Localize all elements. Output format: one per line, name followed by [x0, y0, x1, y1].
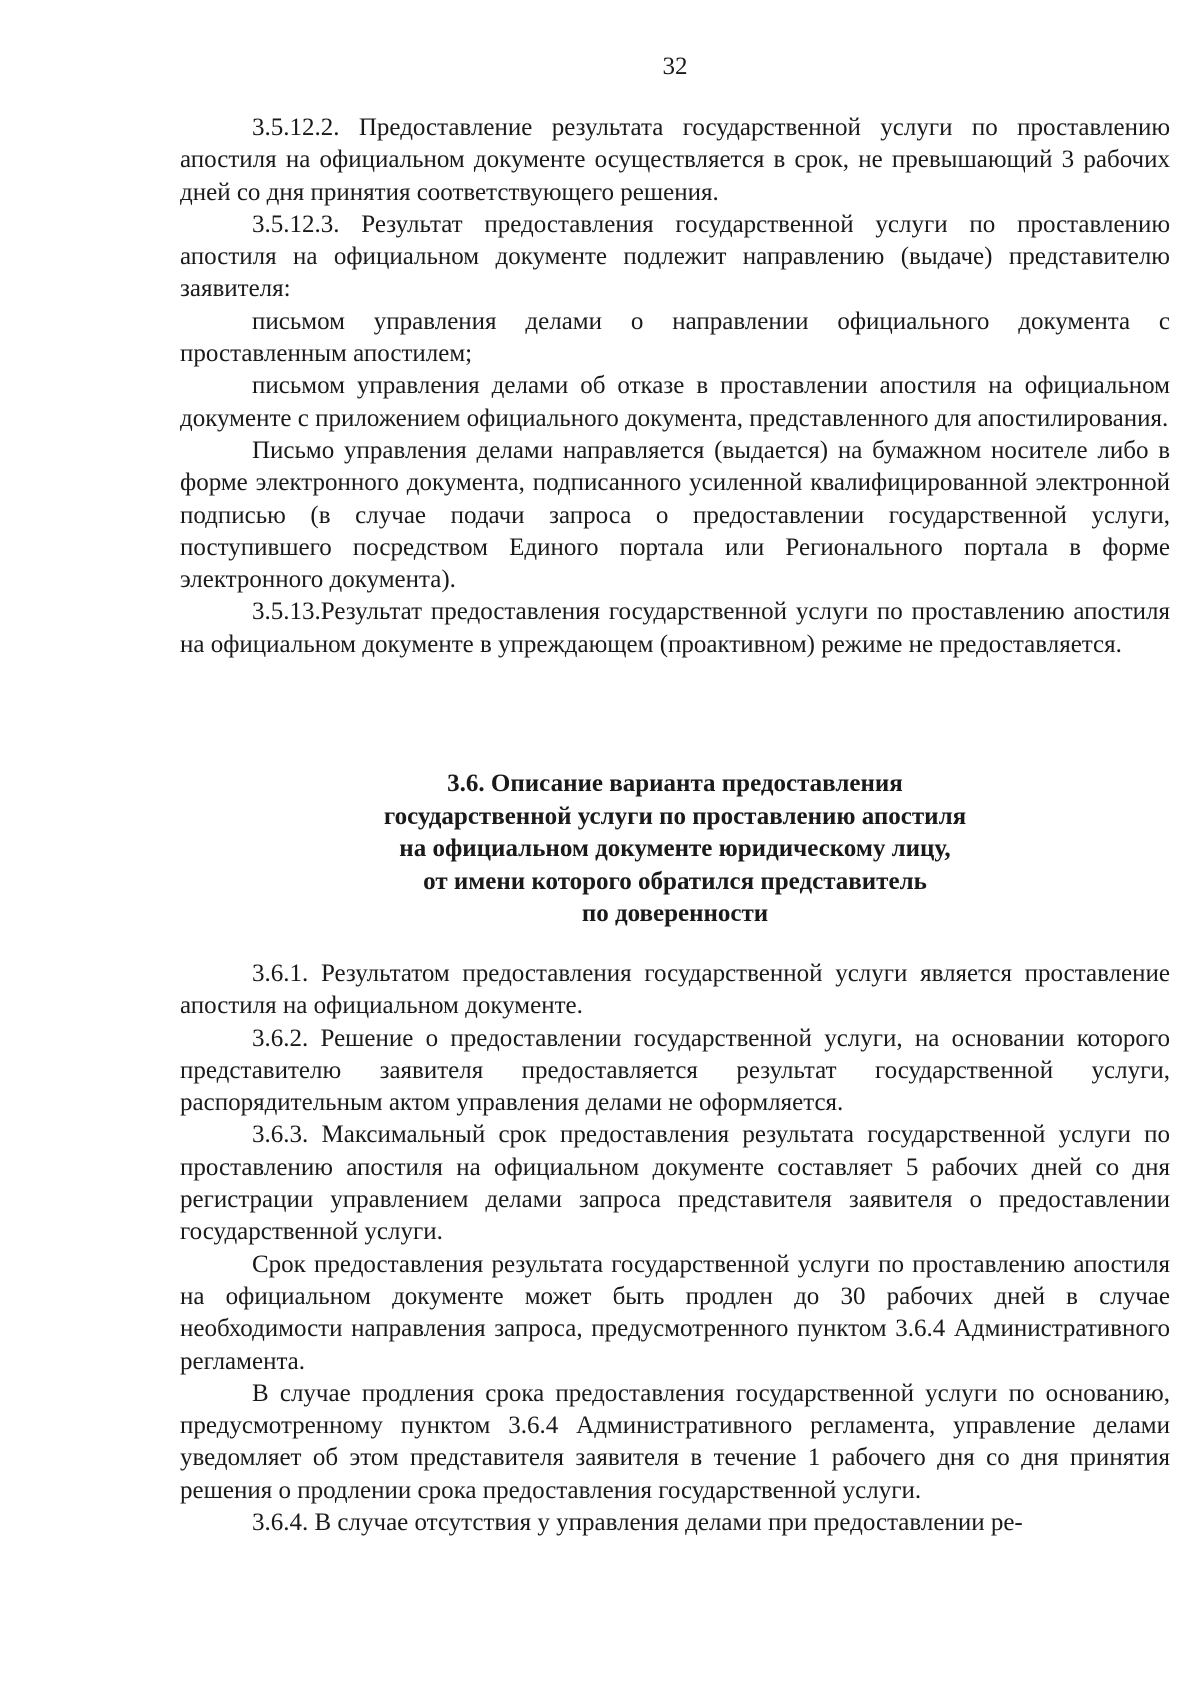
heading-line: по доверенности — [581, 900, 769, 927]
paragraph-3-6-2: 3.6.2. Решение о предоставлении государственной услуги, на основании которого представителю заявителя предоставляется результат государственной услуги, распорядительным актом управления делами не оформляется. — [180, 1024, 1170, 1117]
heading-line: государственной услуги по проставлению апостиля — [383, 802, 967, 830]
heading-line: на официальном документе юридическому лицу, — [399, 835, 951, 862]
paragraph-letter-delivery: Письмо управления делами направляется (выдается) на бумажном носителе либо в форме электронного документа, подписанного усиленной квалифицированной электронной подписью (в случае подачи запроса о предоставлении государственной услуги, поступившего посредством Единого портала или Регионального портала в форме электронного документа). — [180, 436, 1170, 594]
section-heading-3-6 — [180, 768, 1170, 931]
heading-line: 3.6. Описание варианта предоставления — [447, 770, 903, 797]
paragraph-term-extension: Срок предоставления результата государственной услуги по проставлению апостиля на официальном документе может быть продлен до 30 рабочих дней в случае необходимости направления запроса, предусмотренного пунктом 3.6.4 Административного регламента. — [180, 1250, 1170, 1375]
paragraph-3-5-13: 3.5.13.Результат предоставления государственной услуги по проставлению апостиля на официальном документе в упреждающем (проактивном) режиме не предоставляется. — [180, 598, 1170, 658]
bottom-text-block — [180, 958, 1170, 1539]
paragraph-letter-direction: письмом управления делами о направлении официального документа с проставленным апостилем; — [180, 307, 1170, 368]
paragraph-letter-refusal: письмом управления делами об отказе в проставлении апостиля на официальном документе с приложением официального документа, представленного для апостилирования. — [180, 372, 1170, 432]
top-text-block — [180, 112, 1170, 661]
paragraph-extension-notice: В случае продления срока предоставления государственной услуги по основанию, предусмотренному пунктом 3.6.4 Административного регламента, управление делами уведомляет об этом представителя заявителя в течение 1 рабочего дня со дня принятия решения о продлении срока предоставления государственной услуги. — [180, 1379, 1170, 1504]
paragraph-3-5-12-3: 3.5.12.3. Результат предоставления государственной услуги по проставлению апостиля на официальном документе подлежит направлению (выдаче) представителю заявителя: — [180, 210, 1170, 303]
paragraph-3-6-1: 3.6.1. Результатом предоставления государственной услуги является проставление апостиля на официальном документе. — [180, 960, 1170, 1020]
paragraph-3-6-4: 3.6.4. В случае отсутствия у управления делами при предоставлении ре- — [252, 1509, 1023, 1537]
paragraph-3-5-12-2: 3.5.12.2. Предоставление результата государственной услуги по проставлению апостиля на официальном документе осуществляется в срок, не превышающий 3 рабочих дней со дня принятия соответствующего решения. — [180, 114, 1170, 206]
heading-line: от имени которого обратился представитель — [423, 867, 927, 895]
paragraph-3-6-3: 3.6.3. Максимальный срок предоставления результата государственной услуги по проставлению апостиля на официальном документе составляет 5 рабочих дней со дня регистрации управлением делами запроса представителя заявителя о предоставлении государственной услуги. — [180, 1121, 1170, 1246]
page-number: 32 — [662, 53, 688, 80]
